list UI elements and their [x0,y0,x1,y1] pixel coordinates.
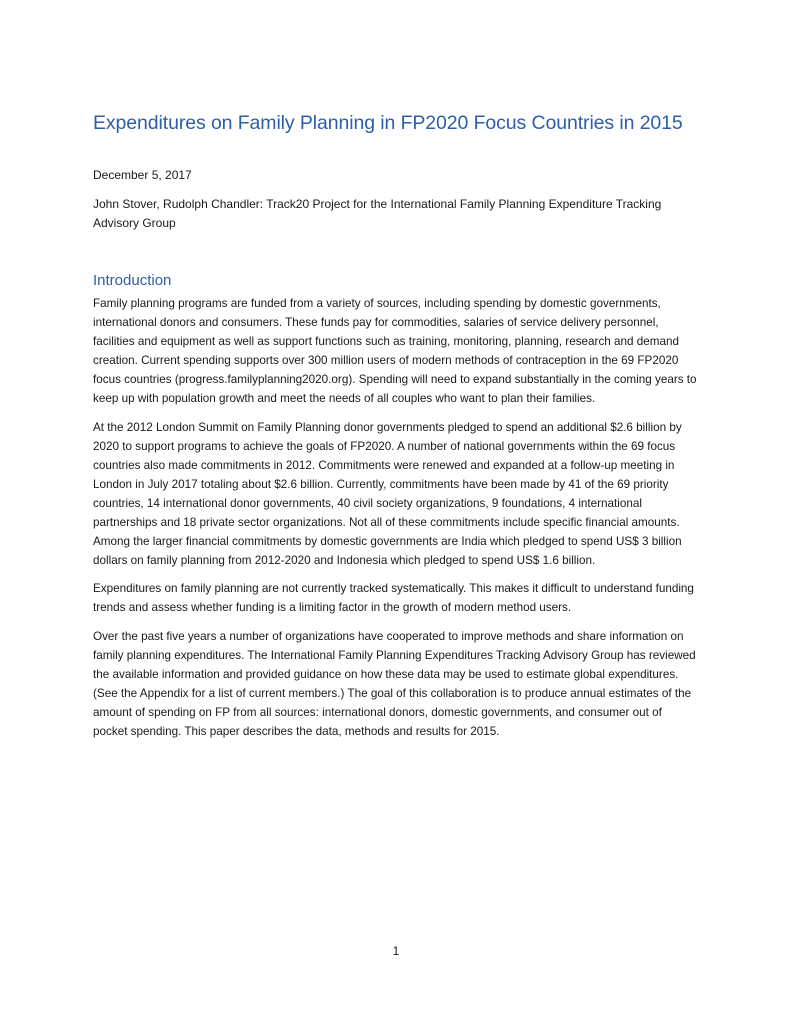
introduction-body [93,294,699,750]
page-number: 1 [392,944,400,958]
document-date: December 5, 2017 [93,168,192,182]
paragraph: Over the past five years a number of organizations have cooperated to improve methods and share information on family planning expenditures. The International Family Planning Expenditures Tracking Advisory Group has reviewed the available information and provided guidance on how these data may be used to estimate global expenditures. (See the Appendix for a list of current members.) The goal of this collaboration is to produce annual estimates of the amount of spending on FP from all sources: international donors, domestic governments, and consumer out of pocket spending. This paper describes the data, methods and results for 2015. [93,629,696,738]
paragraph: At the 2012 London Summit on Family Planning donor governments pledged to spend an additional $2.6 billion by 2020 to support programs to achieve the goals of FP2020. A number of national governments within the 69 focus countries also made commitments in 2012. Commitments were renewed and expanded at a follow-up meeting in London in July 2017 totaling about $2.6 billion. Currently, commitments have been made by 41 of the 69 priority countries, 14 international donor governments, 40 civil society organizations, 9 foundations, 4 international partnerships and 18 private sector organizations. Not all of these commitments include specific financial amounts. Among the larger financial commitments by domestic governments are India which pledged to spend US$ 3 billion dollars on family planning from 2012-2020 and Indonesia which pledged to spend US$ 1.6 billion. [93,420,682,568]
document-authors: John Stover, Rudolph Chandler: Track20 Project for the International Family Planning Expenditure Tracking Advisory Group [93,197,662,230]
document-title: Expenditures on Family Planning in FP2020 Focus Countries in 2015 [93,112,683,134]
paragraph: Expenditures on family planning are not currently tracked systematically. This makes it difficult to understand funding trends and assess whether funding is a limiting factor in the growth of modern method users. [93,582,694,615]
paragraph: Family planning programs are funded from a variety of sources, including spending by domestic governments, international donors and consumers. These funds pay for commodities, salaries of service delivery personnel, facilities and equipment as well as support functions such as training, monitoring, planning, research and demand creation. Current spending supports over 300 million users of modern methods of contraception in the 69 FP2020 focus countries (progress.familyplanning2020.org). Spending will need to expand substantially in the coming years to keep up with population growth and meet the needs of all couples who want to plan their families. [93,297,697,406]
section-heading-introduction: Introduction [93,272,172,289]
